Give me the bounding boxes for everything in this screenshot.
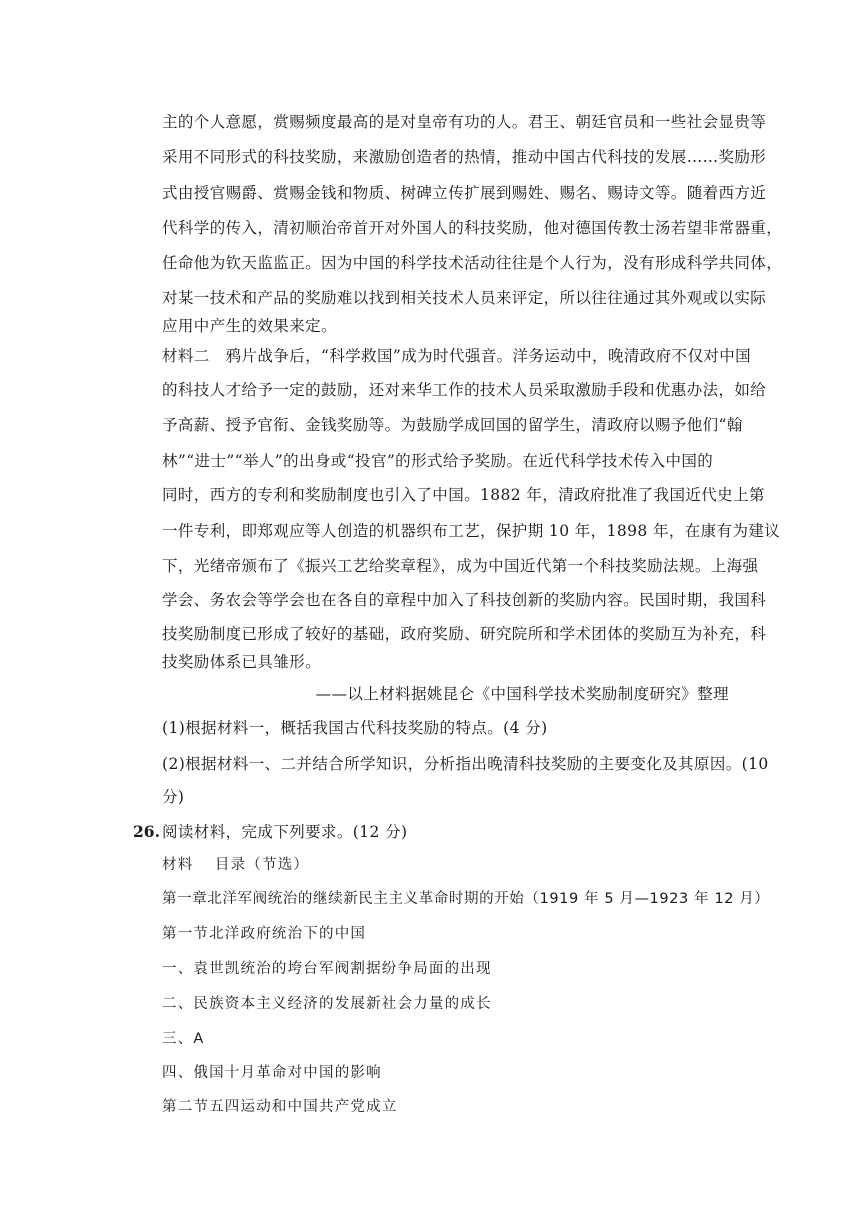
text-line: 材料二 鸦片战争后，“科学救国”成为时代强音。洋务运动中，晚清政府不仅对中国 bbox=[162, 347, 752, 365]
text-line: 应用中产生的效果来定。 bbox=[162, 317, 337, 335]
question-26-prompt: 阅读材料，完成下列要求。(12 分) bbox=[162, 823, 408, 841]
question-2-line-1: (2)根据材料一、二并结合所学知识，分析指出晚清科技奖励的主要变化及其原因。(10 bbox=[162, 755, 769, 773]
source-citation: ——以上材料据姚昆仑《中国科学技术奖励制度研究》整理 bbox=[315, 685, 729, 703]
question-2-line-2: 分) bbox=[162, 788, 185, 806]
text-line: 对某一技术和产品的奖励难以找到相关技术人员来评定，所以往往通过其外观或以实际 bbox=[162, 289, 767, 307]
text-line: 式由授官赐爵、赏赐金钱和物质、树碑立传扩展到赐姓、赐名、赐诗文等。随着西方近 bbox=[162, 184, 767, 202]
text-line: 予高薪、授予官衔、金钱奖励等。为鼓励学成回国的留学生，清政府以赐予他们“翰 bbox=[162, 416, 743, 434]
text-line: 一件专利，即郑观应等人创造的机器织布工艺，保护期 10 年，1898 年，在康有为建议 bbox=[162, 522, 781, 540]
text-line: 同时，西方的专利和奖励制度也引入了中国。1882 年，清政府批准了我国近代史上第 bbox=[162, 486, 765, 504]
catalog-title: 材料 目录（节选） bbox=[162, 857, 310, 873]
text-line: 技奖励制度已形成了较好的基础，政府奖励、研究院所和学术团体的奖励互为补充，科 bbox=[162, 625, 767, 643]
text-line: 任命他为钦天监监正。因为中国的科学技术活动往往是个人行为，没有形成科学共同体， bbox=[162, 254, 783, 272]
text-line: 技奖励体系已具雏形。 bbox=[162, 653, 322, 671]
catalog-line: 二、民族资本主义经济的发展新社会力量的成长 bbox=[162, 996, 492, 1012]
catalog-line: 一、袁世凯统治的垮台军阀割据纷争局面的出现 bbox=[162, 961, 492, 977]
catalog-line: 四、俄国十月革命对中国的影响 bbox=[162, 1065, 382, 1081]
question-1: (1)根据材料一，概括我国古代科技奖励的特点。(4 分) bbox=[162, 719, 548, 737]
catalog-line: 第二节五四运动和中国共产党成立 bbox=[162, 1099, 398, 1115]
text-line: 学会、务农会等学会也在各自的章程中加入了科技创新的奖励内容。民国时期，我国科 bbox=[162, 591, 767, 609]
catalog-line: 第一节北洋政府统治下的中国 bbox=[162, 926, 367, 942]
catalog-line: 三、A bbox=[162, 1031, 205, 1047]
text-line: 主的个人意愿，赏赐频度最高的是对皇帝有功的人。君王、朝廷官员和一些社会显贵等 bbox=[162, 113, 767, 131]
text-line: 代科学的传入，清初顺治帝首开对外国人的科技奖励，他对德国传教士汤若望非常器重， bbox=[162, 219, 783, 237]
question-26-number: 26. bbox=[133, 822, 160, 841]
text-line: 林”“进士”“举人”的出身或“投官”的形式给予奖励。在近代科学技术传入中国的 bbox=[162, 452, 714, 470]
text-line: 的科技人才给予一定的鼓励，还对来华工作的技术人员采取激励手段和优惠办法，如给 bbox=[162, 381, 767, 399]
catalog-line: 第一章北洋军阀统治的继续新民主主义革命时期的开始（1919 年 5 月—1923 年 12 月） bbox=[162, 891, 770, 907]
text-line: 下，光绪帝颁布了《振兴工艺给奖章程》，成为中国近代第一个科技奖励法规。上海强 bbox=[162, 557, 759, 575]
text-line: 采用不同形式的科技奖励，来激励创造者的热情，推动中国古代科技的发展……奖励形 bbox=[162, 148, 767, 166]
